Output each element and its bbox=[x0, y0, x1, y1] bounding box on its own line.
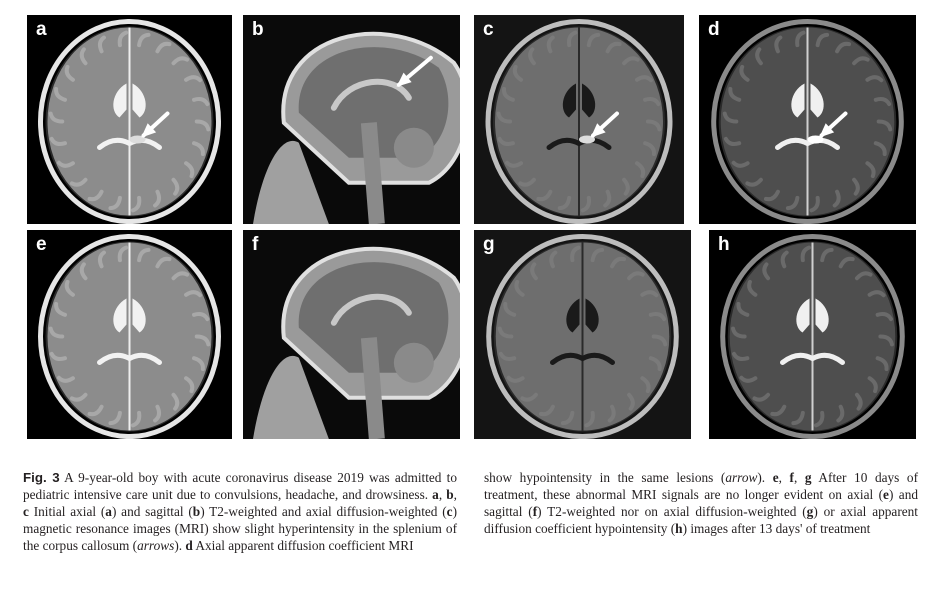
brainstem bbox=[369, 123, 377, 224]
caption-run: b bbox=[446, 486, 454, 502]
panel-label-a: a bbox=[36, 19, 47, 40]
mri-image bbox=[474, 15, 684, 224]
brainstem bbox=[369, 338, 377, 439]
caption-run: h bbox=[675, 520, 683, 536]
mri-panel-c bbox=[474, 15, 684, 224]
caption-run: a bbox=[105, 503, 112, 519]
caption-run: ) and sagittal ( bbox=[484, 486, 919, 519]
caption-run: f bbox=[532, 503, 538, 519]
caption-paragraph-right bbox=[484, 470, 918, 538]
panel-label-g: g bbox=[483, 234, 495, 255]
mri-panel-f bbox=[243, 230, 460, 439]
mri-panel-d bbox=[699, 15, 916, 224]
cerebellum bbox=[394, 128, 434, 168]
mri-image bbox=[27, 230, 232, 439]
caption-run: ) T2-weighted and axial diffusion-weighted ( bbox=[200, 503, 447, 519]
caption-run: ) magnetic resonance images (MRI) show slight hyperintensity in the splenium of the corpus callosum ( bbox=[23, 503, 458, 553]
mri-image bbox=[243, 15, 460, 224]
panel-label-b: b bbox=[252, 19, 264, 40]
mri-panel-a bbox=[27, 15, 232, 224]
mri-image bbox=[243, 230, 460, 439]
mri-panel-b bbox=[243, 15, 460, 224]
caption-run: ). bbox=[757, 470, 773, 485]
caption-run: arrow bbox=[725, 470, 758, 485]
caption-run: Axial apparent diffusion coefficient MRI bbox=[192, 537, 414, 553]
mri-image bbox=[474, 230, 691, 439]
caption-run: g bbox=[806, 503, 814, 519]
caption-run: a bbox=[432, 486, 439, 502]
caption-run: c bbox=[23, 503, 29, 519]
mri-panel-e bbox=[27, 230, 232, 439]
caption-text-right bbox=[484, 470, 918, 536]
panel-label-e: e bbox=[36, 234, 47, 255]
caption-run: ) images after 13 days' of treatment bbox=[682, 520, 871, 536]
cerebellum bbox=[394, 343, 434, 383]
caption-run: , bbox=[453, 486, 457, 502]
mri-image bbox=[27, 15, 232, 224]
panel-label-f: f bbox=[252, 234, 259, 255]
mri-image bbox=[709, 230, 916, 439]
caption-run: f bbox=[789, 470, 794, 485]
caption-run: ). bbox=[174, 537, 186, 553]
caption-run: e bbox=[883, 486, 889, 502]
caption-run: b bbox=[192, 503, 201, 519]
caption-text-left bbox=[23, 470, 457, 553]
caption-run: arrows bbox=[137, 537, 175, 553]
caption-run: , bbox=[793, 470, 805, 485]
panel-label-h: h bbox=[718, 234, 730, 255]
caption-run: d bbox=[185, 537, 193, 553]
caption-run: ) T2-weighted nor on axial diffusion-weighted ( bbox=[537, 503, 807, 519]
caption-run: Initial axial ( bbox=[28, 503, 106, 519]
mri-image bbox=[699, 15, 916, 224]
figure-label: Fig. 3 bbox=[23, 470, 60, 485]
caption-run: , bbox=[438, 486, 447, 502]
caption-run: c bbox=[446, 503, 453, 519]
caption-run: e bbox=[772, 470, 779, 485]
caption-run: show hypointensity in the same lesions ( bbox=[484, 470, 726, 485]
caption-paragraph-left bbox=[23, 470, 457, 555]
caption-run: ) and sagittal ( bbox=[111, 503, 193, 519]
figure-caption-right bbox=[484, 470, 918, 538]
caption-run: ) or axial apparent diffusion coefficient hypointensity ( bbox=[484, 503, 919, 536]
caption-run: After 10 days of treatment, these abnormal MRI signals are no longer evident on axial ( bbox=[484, 470, 918, 502]
figure-caption-left bbox=[23, 470, 457, 555]
caption-run: , bbox=[778, 470, 790, 485]
caption-run: A 9-year-old boy with acute coronavirus disease 2019 was admitted to pediatric intensive care unit due to convulsions, headache, and drowsiness. bbox=[23, 470, 457, 502]
mri-panel-h bbox=[709, 230, 916, 439]
caption-run: g bbox=[804, 470, 812, 485]
mri-panel-g bbox=[474, 230, 691, 439]
panel-label-c: c bbox=[483, 19, 494, 40]
panel-label-d: d bbox=[708, 19, 720, 40]
